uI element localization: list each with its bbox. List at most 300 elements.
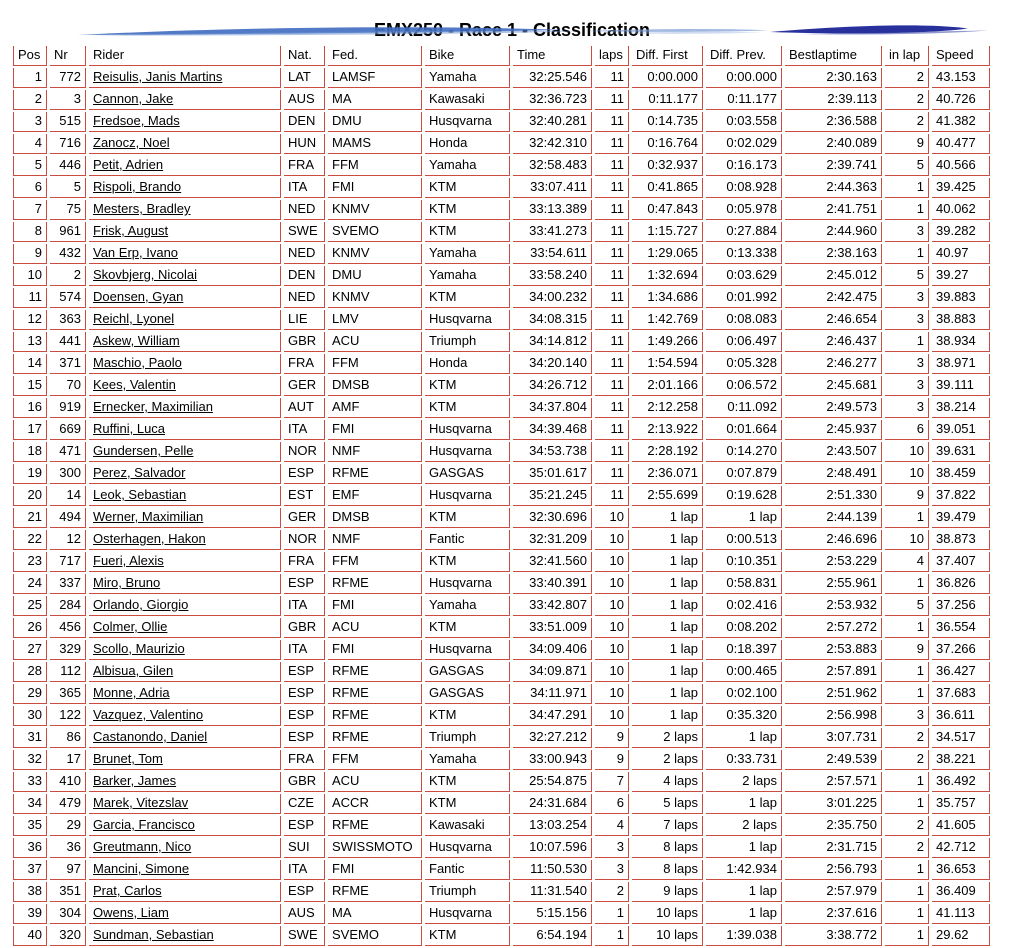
cell-nat: NED xyxy=(284,244,325,264)
rider-link[interactable]: Skovbjerg, Nicolai xyxy=(93,267,198,282)
cell-nr: 669 xyxy=(50,420,86,440)
cell-time: 34:00.232 xyxy=(513,288,592,308)
rider-link[interactable]: Doensen, Gyan xyxy=(93,289,184,304)
cell-bestlaptime: 2:46.696 xyxy=(785,530,882,550)
cell-diff-prev: 0:00.000 xyxy=(706,68,782,88)
rider-link[interactable]: Colmer, Ollie xyxy=(93,619,168,634)
cell-nr: 122 xyxy=(50,706,86,726)
cell-time: 33:41.273 xyxy=(513,222,592,242)
cell-in-lap: 4 xyxy=(885,552,929,572)
cell-fed: KNMV xyxy=(328,244,422,264)
cell-rider xyxy=(89,552,281,572)
rider-link[interactable]: Reisulis, Janis Martins xyxy=(93,69,223,84)
table-row xyxy=(13,376,990,396)
cell-bestlaptime: 2:57.979 xyxy=(785,882,882,902)
cell-nr: 304 xyxy=(50,904,86,924)
cell-pos: 27 xyxy=(13,640,47,660)
cell-fed: RFME xyxy=(328,662,422,682)
rider-link[interactable]: Mesters, Bradley xyxy=(93,201,191,216)
cell-rider xyxy=(89,860,281,880)
cell-speed: 39.27 xyxy=(932,266,990,286)
cell-rider xyxy=(89,838,281,858)
table-row xyxy=(13,68,990,88)
cell-bike: KTM xyxy=(425,706,510,726)
cell-bestlaptime: 2:43.507 xyxy=(785,442,882,462)
rider-link[interactable]: Monne, Adria xyxy=(93,685,170,700)
cell-in-lap: 1 xyxy=(885,662,929,682)
rider-link[interactable]: Vazquez, Valentino xyxy=(93,707,204,722)
table-row xyxy=(13,728,990,748)
cell-time: 34:09.406 xyxy=(513,640,592,660)
cell-bestlaptime: 2:57.272 xyxy=(785,618,882,638)
cell-fed: EMF xyxy=(328,486,422,506)
cell-pos: 37 xyxy=(13,860,47,880)
cell-time: 32:42.310 xyxy=(513,134,592,154)
cell-nr: 351 xyxy=(50,882,86,902)
cell-diff-prev: 0:11.092 xyxy=(706,398,782,418)
cell-laps: 4 xyxy=(595,816,629,836)
cell-diff-first: 1 lap xyxy=(632,640,703,660)
cell-bike: KTM xyxy=(425,178,510,198)
cell-bike: Triumph xyxy=(425,332,510,352)
cell-time: 34:14.812 xyxy=(513,332,592,352)
cell-in-lap: 1 xyxy=(885,244,929,264)
col-header-fed: Fed. xyxy=(328,46,422,66)
rider-link[interactable]: Reichl, Lyonel xyxy=(93,311,175,326)
cell-laps: 9 xyxy=(595,728,629,748)
rider-link[interactable]: Ernecker, Maximilian xyxy=(93,399,213,414)
cell-bike: Fantic xyxy=(425,860,510,880)
cell-diff-prev: 0:02.100 xyxy=(706,684,782,704)
table-row xyxy=(13,112,990,132)
cell-nat: NED xyxy=(284,200,325,220)
rider-link[interactable]: Miro, Bruno xyxy=(93,575,161,590)
cell-time: 32:30.696 xyxy=(513,508,592,528)
cell-laps: 11 xyxy=(595,200,629,220)
cell-in-lap: 3 xyxy=(885,222,929,242)
cell-laps: 10 xyxy=(595,574,629,594)
cell-bike: Triumph xyxy=(425,882,510,902)
cell-bike: Kawasaki xyxy=(425,90,510,110)
cell-rider xyxy=(89,640,281,660)
cell-laps: 11 xyxy=(595,266,629,286)
table-row xyxy=(13,574,990,594)
cell-diff-first: 1:49.266 xyxy=(632,332,703,352)
cell-fed: SVEMO xyxy=(328,222,422,242)
cell-speed: 38.971 xyxy=(932,354,990,374)
cell-fed: RFME xyxy=(328,574,422,594)
rider-link[interactable]: Albisua, Gilen xyxy=(93,663,174,678)
table-row xyxy=(13,530,990,550)
cell-diff-first: 10 laps xyxy=(632,926,703,946)
cell-in-lap: 1 xyxy=(885,332,929,352)
table-header-row xyxy=(13,46,990,66)
cell-speed: 39.479 xyxy=(932,508,990,528)
cell-nat: ESP xyxy=(284,662,325,682)
cell-rider xyxy=(89,882,281,902)
table-row xyxy=(13,508,990,528)
cell-in-lap: 1 xyxy=(885,618,929,638)
cell-bike: Kawasaki xyxy=(425,816,510,836)
table-row xyxy=(13,354,990,374)
cell-nat: ITA xyxy=(284,860,325,880)
cell-bike: KTM xyxy=(425,508,510,528)
cell-nat: NED xyxy=(284,288,325,308)
cell-speed: 42.712 xyxy=(932,838,990,858)
cell-bike: Honda xyxy=(425,354,510,374)
cell-nr: 371 xyxy=(50,354,86,374)
cell-bestlaptime: 2:30.163 xyxy=(785,68,882,88)
cell-bestlaptime: 2:53.229 xyxy=(785,552,882,572)
rider-link[interactable]: Maschio, Paolo xyxy=(93,355,182,370)
cell-diff-first: 5 laps xyxy=(632,794,703,814)
cell-fed: RFME xyxy=(328,706,422,726)
cell-time: 34:47.291 xyxy=(513,706,592,726)
rider-link[interactable]: Cannon, Jake xyxy=(93,91,174,106)
cell-fed: FFM xyxy=(328,750,422,770)
cell-bestlaptime: 2:45.937 xyxy=(785,420,882,440)
cell-bike: KTM xyxy=(425,772,510,792)
cell-fed: ACU xyxy=(328,332,422,352)
results-page xyxy=(0,20,1024,943)
table-row xyxy=(13,266,990,286)
cell-nat: ESP xyxy=(284,882,325,902)
cell-speed: 36.554 xyxy=(932,618,990,638)
cell-rider xyxy=(89,134,281,154)
cell-nat: FRA xyxy=(284,750,325,770)
cell-bike: KTM xyxy=(425,552,510,572)
rider-link[interactable]: Barker, James xyxy=(93,773,177,788)
cell-laps: 11 xyxy=(595,332,629,352)
cell-diff-prev: 0:03.558 xyxy=(706,112,782,132)
cell-diff-first: 1:34.686 xyxy=(632,288,703,308)
cell-nat: AUS xyxy=(284,90,325,110)
rider-link[interactable]: Greutmann, Nico xyxy=(93,839,192,854)
rider-link[interactable]: Sundman, Sebastian xyxy=(93,927,214,942)
cell-bestlaptime: 2:46.654 xyxy=(785,310,882,330)
cell-speed: 39.282 xyxy=(932,222,990,242)
rider-link[interactable]: Leok, Sebastian xyxy=(93,487,187,502)
cell-pos: 13 xyxy=(13,332,47,352)
cell-diff-prev: 0:19.628 xyxy=(706,486,782,506)
table-row xyxy=(13,772,990,792)
cell-fed: LMV xyxy=(328,310,422,330)
cell-diff-first: 1 lap xyxy=(632,662,703,682)
cell-speed: 34.517 xyxy=(932,728,990,748)
cell-bestlaptime: 2:48.491 xyxy=(785,464,882,484)
cell-diff-prev: 2 laps xyxy=(706,816,782,836)
cell-pos: 36 xyxy=(13,838,47,858)
cell-bestlaptime: 2:35.750 xyxy=(785,816,882,836)
cell-bike: Yamaha xyxy=(425,750,510,770)
col-header-laps: laps xyxy=(595,46,629,66)
cell-bike: KTM xyxy=(425,794,510,814)
cell-bestlaptime: 2:55.961 xyxy=(785,574,882,594)
cell-nat: GER xyxy=(284,376,325,396)
table-row xyxy=(13,332,990,352)
cell-pos: 14 xyxy=(13,354,47,374)
rider-link[interactable]: Kees, Valentin xyxy=(93,377,176,392)
cell-diff-prev: 1 lap xyxy=(706,904,782,924)
cell-pos: 28 xyxy=(13,662,47,682)
cell-fed: RFME xyxy=(328,816,422,836)
cell-diff-first: 8 laps xyxy=(632,860,703,880)
cell-diff-prev: 0:06.497 xyxy=(706,332,782,352)
cell-nat: NOR xyxy=(284,442,325,462)
cell-nat: DEN xyxy=(284,112,325,132)
cell-time: 34:26.712 xyxy=(513,376,592,396)
cell-nat: EST xyxy=(284,486,325,506)
cell-speed: 40.477 xyxy=(932,134,990,154)
table-row xyxy=(13,882,990,902)
rider-link[interactable]: Fredsoe, Mads xyxy=(93,113,180,128)
cell-time: 5:15.156 xyxy=(513,904,592,924)
cell-nr: 3 xyxy=(50,90,86,110)
rider-link[interactable]: Orlando, Giorgio xyxy=(93,597,189,612)
cell-pos: 25 xyxy=(13,596,47,616)
cell-nat: ITA xyxy=(284,178,325,198)
cell-nr: 75 xyxy=(50,200,86,220)
cell-laps: 10 xyxy=(595,618,629,638)
cell-pos: 8 xyxy=(13,222,47,242)
cell-diff-first: 1 lap xyxy=(632,508,703,528)
rider-link[interactable]: Petit, Adrien xyxy=(93,157,164,172)
cell-nr: 12 xyxy=(50,530,86,550)
table-row xyxy=(13,90,990,110)
rider-link[interactable]: Castanondo, Daniel xyxy=(93,729,208,744)
cell-bike: Yamaha xyxy=(425,244,510,264)
cell-laps: 11 xyxy=(595,420,629,440)
cell-bestlaptime: 2:36.588 xyxy=(785,112,882,132)
cell-time: 33:54.611 xyxy=(513,244,592,264)
cell-speed: 41.382 xyxy=(932,112,990,132)
rider-link[interactable]: Perez, Salvador xyxy=(93,465,186,480)
rider-link[interactable]: Brunet, Tom xyxy=(93,751,163,766)
cell-laps: 11 xyxy=(595,178,629,198)
cell-speed: 40.062 xyxy=(932,200,990,220)
cell-fed: LAMSF xyxy=(328,68,422,88)
rider-link[interactable]: Garcia, Francisco xyxy=(93,817,195,832)
cell-fed: FMI xyxy=(328,420,422,440)
rider-link[interactable]: Owens, Liam xyxy=(93,905,169,920)
cell-in-lap: 1 xyxy=(885,178,929,198)
rider-link[interactable]: Marek, Vitezslav xyxy=(93,795,189,810)
cell-nr: 70 xyxy=(50,376,86,396)
cell-laps: 10 xyxy=(595,706,629,726)
cell-nat: SUI xyxy=(284,838,325,858)
cell-time: 33:00.943 xyxy=(513,750,592,770)
cell-fed: FMI xyxy=(328,640,422,660)
cell-fed: NMF xyxy=(328,442,422,462)
cell-diff-prev: 0:18.397 xyxy=(706,640,782,660)
rider-link[interactable]: Van Erp, Ivano xyxy=(93,245,179,260)
cell-bestlaptime: 2:56.998 xyxy=(785,706,882,726)
cell-in-lap: 9 xyxy=(885,134,929,154)
cell-rider xyxy=(89,684,281,704)
cell-rider xyxy=(89,662,281,682)
cell-in-lap: 3 xyxy=(885,288,929,308)
cell-time: 34:39.468 xyxy=(513,420,592,440)
cell-speed: 39.051 xyxy=(932,420,990,440)
cell-pos: 16 xyxy=(13,398,47,418)
cell-time: 34:11.971 xyxy=(513,684,592,704)
cell-time: 33:51.009 xyxy=(513,618,592,638)
rider-link[interactable]: Askew, William xyxy=(93,333,180,348)
rider-link[interactable]: Frisk, August xyxy=(93,223,169,238)
cell-nr: 441 xyxy=(50,332,86,352)
cell-in-lap: 1 xyxy=(885,860,929,880)
cell-pos: 11 xyxy=(13,288,47,308)
cell-fed: FMI xyxy=(328,178,422,198)
cell-speed: 37.407 xyxy=(932,552,990,572)
cell-diff-first: 0:32.937 xyxy=(632,156,703,176)
cell-fed: DMU xyxy=(328,266,422,286)
cell-in-lap: 1 xyxy=(885,926,929,946)
cell-bike: KTM xyxy=(425,398,510,418)
cell-bike: Husqvarna xyxy=(425,442,510,462)
rider-link[interactable]: Werner, Maximilian xyxy=(93,509,204,524)
cell-nat: ESP xyxy=(284,816,325,836)
rider-link[interactable]: Zanocz, Noel xyxy=(93,135,170,150)
cell-bike: Husqvarna xyxy=(425,112,510,132)
cell-diff-prev: 0:16.173 xyxy=(706,156,782,176)
cell-fed: FFM xyxy=(328,552,422,572)
cell-pos: 33 xyxy=(13,772,47,792)
cell-diff-prev: 0:02.029 xyxy=(706,134,782,154)
cell-diff-prev: 2 laps xyxy=(706,772,782,792)
cell-nr: 515 xyxy=(50,112,86,132)
cell-in-lap: 2 xyxy=(885,816,929,836)
cell-rider xyxy=(89,816,281,836)
cell-laps: 11 xyxy=(595,464,629,484)
cell-time: 32:58.483 xyxy=(513,156,592,176)
cell-diff-prev: 0:01.992 xyxy=(706,288,782,308)
cell-in-lap: 2 xyxy=(885,750,929,770)
cell-laps: 11 xyxy=(595,244,629,264)
table-row xyxy=(13,750,990,770)
rider-link[interactable]: Rispoli, Brando xyxy=(93,179,182,194)
cell-bike: Husqvarna xyxy=(425,420,510,440)
cell-bestlaptime: 2:39.113 xyxy=(785,90,882,110)
cell-laps: 10 xyxy=(595,530,629,550)
cell-time: 32:41.560 xyxy=(513,552,592,572)
cell-time: 34:08.315 xyxy=(513,310,592,330)
cell-fed: NMF xyxy=(328,530,422,550)
cell-bestlaptime: 2:49.573 xyxy=(785,398,882,418)
table-row xyxy=(13,838,990,858)
cell-rider xyxy=(89,354,281,374)
cell-time: 33:13.389 xyxy=(513,200,592,220)
cell-laps: 3 xyxy=(595,860,629,880)
cell-diff-prev: 0:14.270 xyxy=(706,442,782,462)
cell-laps: 7 xyxy=(595,772,629,792)
rider-link[interactable]: Prat, Carlos xyxy=(93,883,162,898)
cell-in-lap: 2 xyxy=(885,68,929,88)
cell-nr: 5 xyxy=(50,178,86,198)
cell-bike: GASGAS xyxy=(425,662,510,682)
cell-bestlaptime: 2:31.715 xyxy=(785,838,882,858)
cell-pos: 21 xyxy=(13,508,47,528)
cell-rider xyxy=(89,420,281,440)
rider-link[interactable]: Ruffini, Luca xyxy=(93,421,166,436)
cell-time: 6:54.194 xyxy=(513,926,592,946)
cell-rider xyxy=(89,508,281,528)
rider-link[interactable]: Osterhagen, Hakon xyxy=(93,531,206,546)
cell-diff-first: 0:14.735 xyxy=(632,112,703,132)
cell-speed: 38.934 xyxy=(932,332,990,352)
cell-diff-first: 4 laps xyxy=(632,772,703,792)
cell-speed: 40.566 xyxy=(932,156,990,176)
cell-bestlaptime: 2:46.437 xyxy=(785,332,882,352)
rider-link[interactable]: Mancini, Simone xyxy=(93,861,190,876)
cell-speed: 38.214 xyxy=(932,398,990,418)
cell-speed: 36.427 xyxy=(932,662,990,682)
cell-time: 33:58.240 xyxy=(513,266,592,286)
cell-laps: 10 xyxy=(595,662,629,682)
cell-fed: FMI xyxy=(328,860,422,880)
cell-rider xyxy=(89,68,281,88)
cell-diff-prev: 0:01.664 xyxy=(706,420,782,440)
cell-diff-first: 7 laps xyxy=(632,816,703,836)
table-row xyxy=(13,684,990,704)
cell-rider xyxy=(89,200,281,220)
cell-nr: 320 xyxy=(50,926,86,946)
cell-diff-prev: 1:42.934 xyxy=(706,860,782,880)
rider-link[interactable]: Gundersen, Pelle xyxy=(93,443,194,458)
cell-pos: 38 xyxy=(13,882,47,902)
cell-fed: RFME xyxy=(328,684,422,704)
cell-in-lap: 3 xyxy=(885,398,929,418)
cell-fed: RFME xyxy=(328,882,422,902)
cell-diff-first: 1:29.065 xyxy=(632,244,703,264)
table-row xyxy=(13,156,990,176)
cell-speed: 36.409 xyxy=(932,882,990,902)
cell-diff-first: 2:36.071 xyxy=(632,464,703,484)
cell-pos: 40 xyxy=(13,926,47,946)
cell-rider xyxy=(89,904,281,924)
cell-fed: FFM xyxy=(328,354,422,374)
cell-nat: GBR xyxy=(284,618,325,638)
cell-fed: KNMV xyxy=(328,200,422,220)
cell-diff-first: 1 lap xyxy=(632,530,703,550)
cell-time: 32:25.546 xyxy=(513,68,592,88)
cell-rider xyxy=(89,574,281,594)
cell-diff-first: 1 lap xyxy=(632,574,703,594)
cell-pos: 2 xyxy=(13,90,47,110)
cell-speed: 43.153 xyxy=(932,68,990,88)
cell-bike: KTM xyxy=(425,618,510,638)
cell-rider xyxy=(89,332,281,352)
cell-pos: 23 xyxy=(13,552,47,572)
cell-in-lap: 2 xyxy=(885,838,929,858)
table-row xyxy=(13,464,990,484)
cell-in-lap: 3 xyxy=(885,706,929,726)
cell-in-lap: 3 xyxy=(885,310,929,330)
cell-bestlaptime: 2:49.539 xyxy=(785,750,882,770)
cell-nr: 772 xyxy=(50,68,86,88)
cell-diff-prev: 0:33.731 xyxy=(706,750,782,770)
cell-speed: 37.822 xyxy=(932,486,990,506)
cell-fed: MA xyxy=(328,90,422,110)
table-row xyxy=(13,134,990,154)
cell-pos: 22 xyxy=(13,530,47,550)
cell-nr: 300 xyxy=(50,464,86,484)
cell-fed: AMF xyxy=(328,398,422,418)
rider-link[interactable]: Fueri, Alexis xyxy=(93,553,164,568)
cell-rider xyxy=(89,288,281,308)
rider-link[interactable]: Scollo, Maurizio xyxy=(93,641,185,656)
cell-bestlaptime: 3:07.731 xyxy=(785,728,882,748)
